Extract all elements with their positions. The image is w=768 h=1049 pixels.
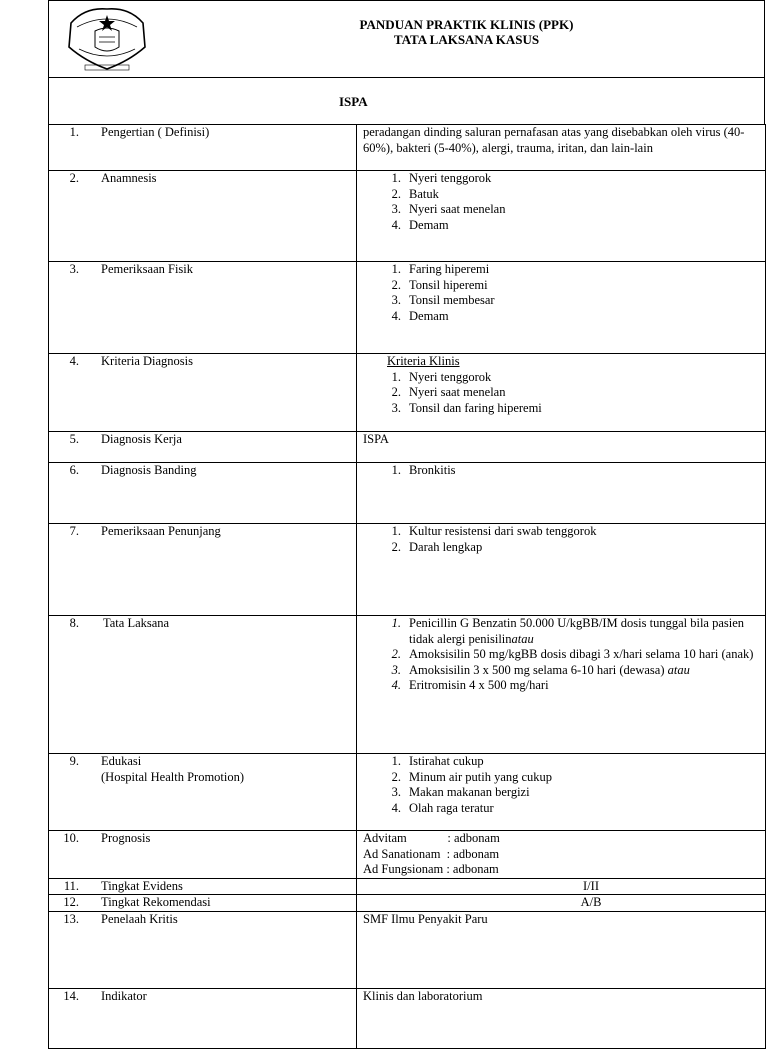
list-item: 4. Olah raga teratur <box>391 800 494 815</box>
working-diagnosis: ISPA <box>363 432 389 446</box>
table-row <box>49 463 766 524</box>
row-label: Prognosis <box>101 831 151 845</box>
row-number: 4. <box>69 354 79 368</box>
list-item: 3. Tonsil dan faring hiperemi <box>391 400 542 415</box>
list-item: 4. Demam <box>391 217 449 232</box>
table-row <box>49 262 766 354</box>
treatment-list <box>357 616 765 694</box>
list-item: 3. Tonsil membesar <box>391 293 495 307</box>
education-list <box>357 754 765 816</box>
prognosis-vitam: Advitam : adbonam <box>363 831 500 845</box>
row-number: 3. <box>69 262 79 276</box>
table-row <box>49 988 766 1048</box>
table-row <box>49 911 766 988</box>
row-number: 12. <box>63 895 79 909</box>
table-row <box>49 354 766 432</box>
row-number: 9. <box>69 754 79 768</box>
list-item: 2. Batuk <box>391 186 439 201</box>
list-item: 4. Demam <box>391 308 449 323</box>
row-label: Tingkat Evidens <box>101 878 183 893</box>
supporting-exam-list <box>357 524 765 555</box>
row-label: Penelaah Kritis <box>101 911 178 926</box>
row-label: Pemeriksaan Fisik <box>101 262 194 276</box>
ppk-document <box>48 0 765 1024</box>
table-row <box>49 432 766 463</box>
list-item: 3. Makan makanan bergizi <box>391 785 530 799</box>
list-item: 1. Nyeri tenggorok <box>391 171 492 185</box>
title-line-2: TATA LAKSANA KASUS <box>393 32 540 47</box>
row-label-cell <box>49 125 357 171</box>
prognosis-sanationam: Ad Sanationam : adbonam <box>363 846 500 861</box>
list-item: 1. Bronkitis <box>391 463 456 477</box>
critical-reviewer: SMF Ilmu Penyakit Paru <box>363 911 488 926</box>
table-row <box>49 831 766 879</box>
row-label: Pengertian ( Definisi) <box>101 125 210 139</box>
list-item: 2. Darah lengkap <box>391 539 483 554</box>
list-item: 1. Penicillin G Benzatin 50.000 U/kgBB/IM dosis tunggal bila pasien tidak alergi penisilinatau <box>391 616 745 646</box>
row-number: 13. <box>63 911 79 926</box>
row-label: Diagnosis Kerja <box>101 432 182 446</box>
row-label: Tingkat Rekomendasi <box>101 895 211 909</box>
row-number: 6. <box>69 463 79 477</box>
topic-title: ISPA <box>339 94 368 109</box>
table-row <box>49 895 766 912</box>
list-item: 1. Nyeri tenggorok <box>391 369 492 384</box>
table-row <box>49 125 766 171</box>
topic-bar <box>48 77 765 125</box>
regency-emblem-logo <box>65 3 149 75</box>
criteria-subtitle: Kriteria Klinis <box>387 354 460 368</box>
row-number: 14. <box>63 988 79 1003</box>
list-item: 4. Eritromisin 4 x 500 mg/hari <box>391 678 549 692</box>
row-number: 11. <box>63 878 79 893</box>
definition-text: peradangan dinding saluran pernafasan atas yang disebabkan oleh virus (40-60%), bakteri (5-40%), alergi, trauma, iritan, dan lain-lain <box>363 125 745 155</box>
list-item: 3. Nyeri saat menelan <box>391 202 506 216</box>
row-label: Indikator <box>101 988 147 1003</box>
list-item: 2. Amoksisilin 50 mg/kgBB dosis dibagi 3 x/hari selama 10 hari (anak) <box>391 647 754 661</box>
row-label: Pemeriksaan Penunjang <box>101 524 221 538</box>
row-number: 7. <box>69 524 79 538</box>
list-item: 2. Tonsil hiperemi <box>391 277 488 292</box>
row-label: Kriteria Diagnosis <box>101 354 193 368</box>
recommendation-level: A/B <box>580 895 602 909</box>
list-item: 1. Istirahat cukup <box>391 754 484 768</box>
row-number: 2. <box>69 171 79 185</box>
table-row <box>49 878 766 895</box>
table-row <box>49 754 766 831</box>
list-item: 2. Minum air putih yang cukup <box>391 769 553 784</box>
row-label: Diagnosis Banding <box>101 463 197 477</box>
physical-exam-list <box>357 262 765 324</box>
list-item: 2. Nyeri saat menelan <box>391 385 506 399</box>
list-item: 1. Faring hiperemi <box>391 262 490 276</box>
document-header <box>48 0 765 78</box>
evidence-level: I/II <box>583 878 599 893</box>
table-row <box>49 616 766 754</box>
indicator-text: Klinis dan laboratorium <box>363 988 483 1003</box>
row-number: 10. <box>63 831 79 845</box>
list-item: 1. Kultur resistensi dari swab tenggorok <box>391 524 597 538</box>
row-number: 1. <box>69 125 79 139</box>
row-label: Anamnesis <box>101 171 157 185</box>
row-label: Tata Laksana <box>103 616 170 630</box>
list-item: 3. Amoksisilin 3 x 500 mg selama 6-10 hari (dewasa) atau <box>391 662 690 677</box>
anamnesis-list <box>357 171 765 233</box>
title-line-1: PANDUAN PRAKTIK KLINIS (PPK) <box>359 17 574 32</box>
table-row <box>49 524 766 616</box>
row-label-sub: (Hospital Health Promotion) <box>101 769 245 784</box>
row-value-cell <box>357 125 766 171</box>
row-label: Edukasi <box>101 754 142 768</box>
prognosis-fungsionam: Ad Fungsionam : adbonam <box>363 862 499 876</box>
criteria-list <box>357 370 765 417</box>
row-number: 8. <box>69 616 79 630</box>
table-row <box>49 171 766 262</box>
row-number: 5. <box>69 432 79 446</box>
document-title <box>169 17 764 47</box>
ppk-table <box>48 124 766 1049</box>
differential-list <box>357 463 765 479</box>
